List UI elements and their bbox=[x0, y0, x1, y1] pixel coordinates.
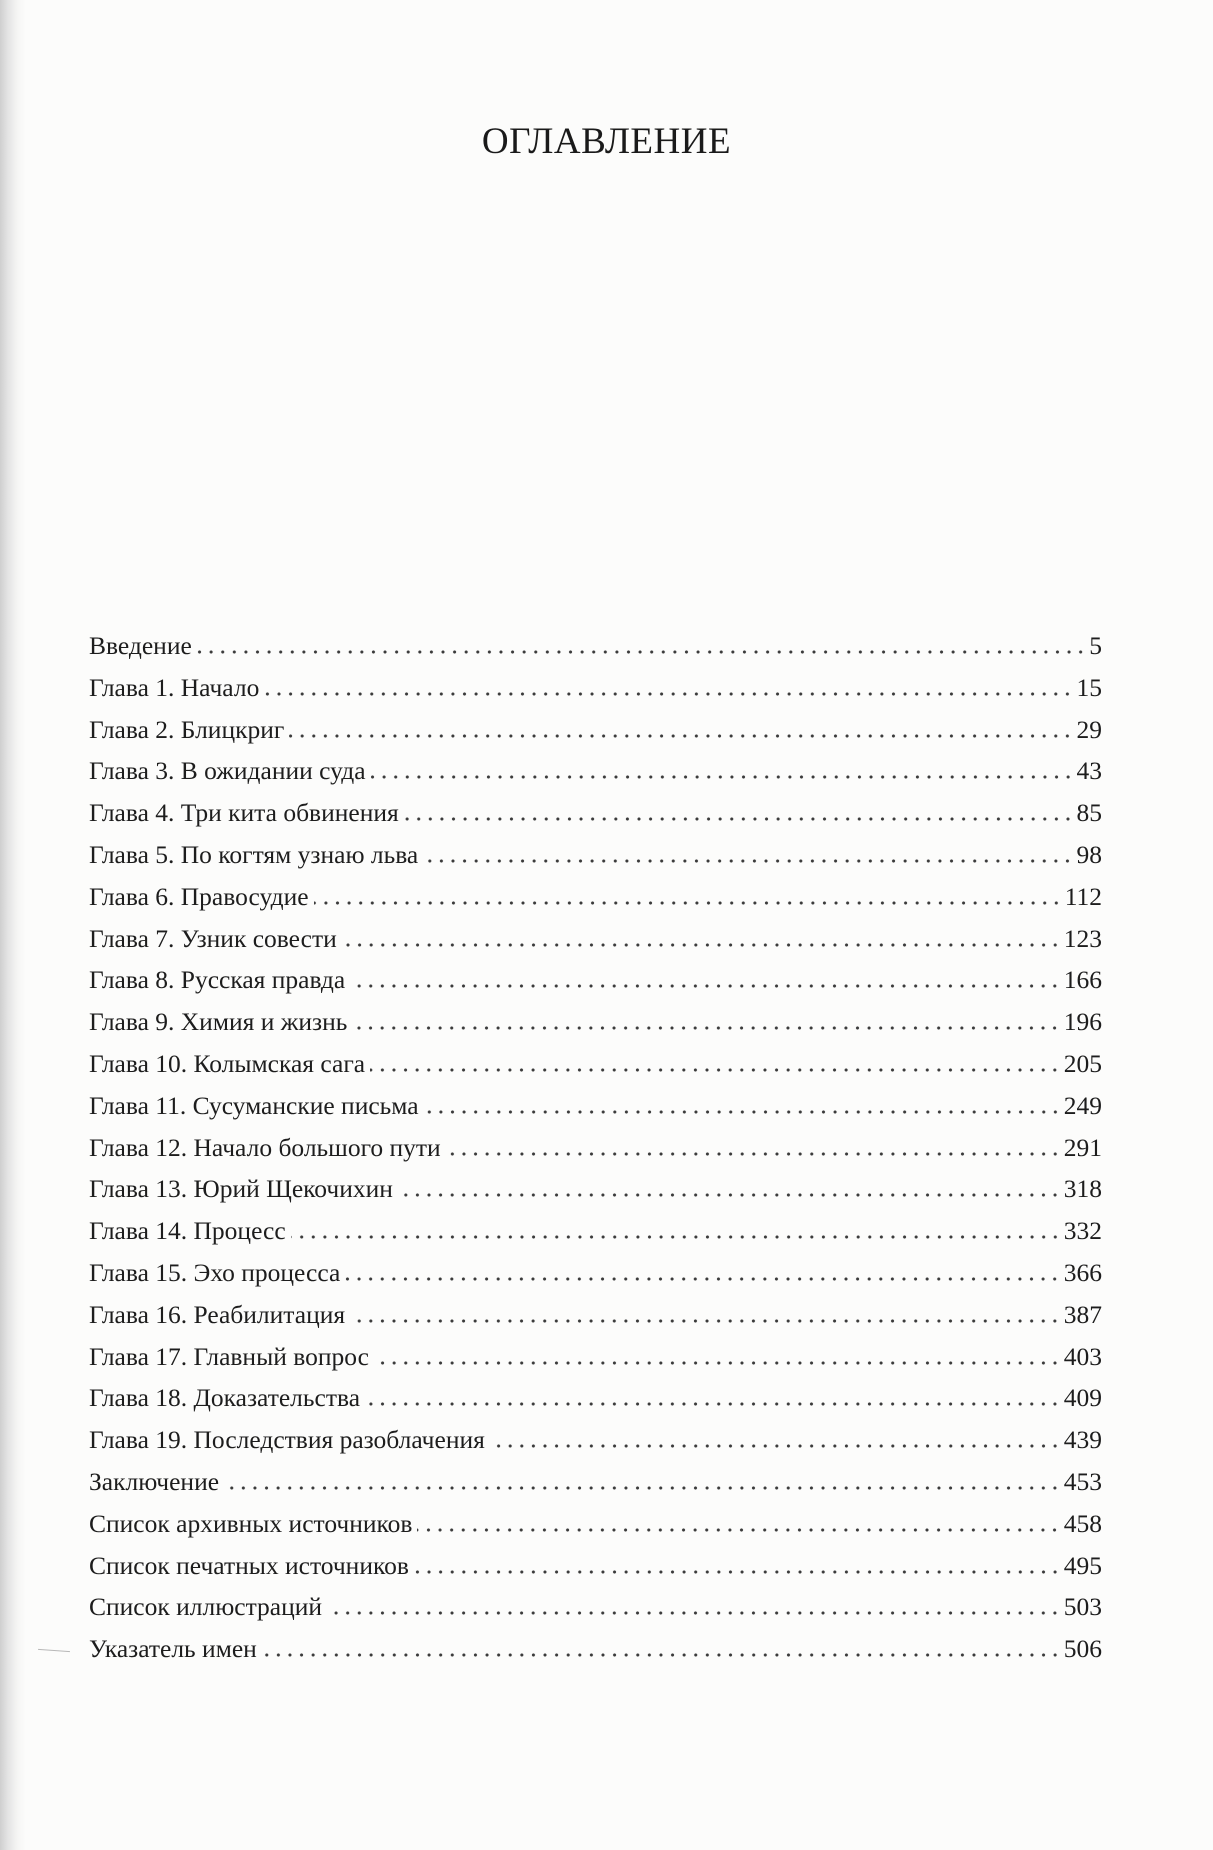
dot-leader bbox=[352, 1026, 1060, 1030]
toc-entry bbox=[89, 1503, 1102, 1545]
toc-entry-page-number: 503 bbox=[1063, 1592, 1102, 1622]
toc-entry-title: Глава 15. Эхо процесса bbox=[89, 1257, 341, 1287]
toc-entry-title: Глава 1. Начало bbox=[89, 672, 260, 702]
toc-entry bbox=[89, 1419, 1102, 1461]
toc-entry-title: Глава 6. Правосудие bbox=[89, 881, 309, 911]
toc-entry bbox=[89, 1586, 1102, 1628]
dot-leader bbox=[365, 1402, 1061, 1406]
toc-entry-title: Глава 19. Последствия разоблачения bbox=[89, 1425, 485, 1455]
toc-entry bbox=[89, 1001, 1102, 1043]
toc-entry-page-number: 439 bbox=[1063, 1425, 1102, 1455]
toc-entry-page-number: 403 bbox=[1063, 1341, 1102, 1371]
toc-entry-title: Глава 3. В ожидании суда bbox=[89, 756, 366, 786]
toc-entry-title: Глава 10. Колымская сага bbox=[89, 1048, 366, 1078]
toc-entry-title: Глава 16. Реабилитация bbox=[89, 1299, 346, 1329]
toc-entry-title: Глава 18. Доказательства bbox=[89, 1383, 361, 1413]
toc-entry bbox=[89, 1294, 1102, 1336]
toc-entry bbox=[89, 792, 1102, 834]
dot-leader bbox=[224, 1486, 1061, 1490]
dot-leader bbox=[327, 1611, 1061, 1615]
dot-leader bbox=[289, 734, 1073, 738]
toc-entry-title: Глава 17. Главный вопрос bbox=[89, 1341, 369, 1371]
toc-entry-page-number: 205 bbox=[1063, 1048, 1102, 1078]
toc-entry bbox=[89, 1127, 1102, 1169]
dot-leader bbox=[490, 1444, 1061, 1448]
toc-entry-title: Глава 9. Химия и жизнь bbox=[89, 1007, 348, 1037]
toc-entry-page-number: 196 bbox=[1063, 1007, 1102, 1037]
toc-entry-page-number: 29 bbox=[1076, 714, 1102, 744]
dot-leader bbox=[398, 1193, 1061, 1197]
toc-entry bbox=[89, 918, 1102, 960]
toc-entry-page-number: 332 bbox=[1063, 1216, 1102, 1246]
toc-entry-title: Глава 4. Три кита обвинения bbox=[89, 798, 399, 828]
dot-leader bbox=[314, 901, 1062, 905]
toc-entry-page-number: 366 bbox=[1063, 1257, 1102, 1287]
toc-entry-page-number: 291 bbox=[1063, 1132, 1102, 1162]
toc-entry-page-number: 85 bbox=[1076, 798, 1102, 828]
toc-entry-title: Список иллюстраций bbox=[89, 1592, 323, 1622]
toc-entry-title: Указатель имен bbox=[89, 1634, 257, 1664]
dot-leader bbox=[423, 859, 1073, 863]
dot-leader bbox=[446, 1152, 1061, 1156]
toc-entry-title: Глава 7. Узник совести bbox=[89, 923, 337, 953]
toc-entry-title: Введение bbox=[89, 631, 192, 660]
toc-entry-title: Глава 11. Сусуманские письма bbox=[89, 1090, 419, 1120]
toc-entry bbox=[89, 625, 1102, 667]
toc-entry-title: Глава 14. Процесс bbox=[89, 1216, 286, 1246]
toc-entry bbox=[89, 1085, 1102, 1127]
toc-entry-page-number: 43 bbox=[1076, 756, 1102, 786]
toc-entry bbox=[89, 750, 1102, 792]
toc-entry-title: Глава 13. Юрий Щекочихин bbox=[89, 1174, 393, 1204]
toc-entry bbox=[89, 1461, 1102, 1503]
dot-leader bbox=[404, 817, 1074, 821]
toc-entry-page-number: 387 bbox=[1063, 1299, 1102, 1329]
toc-entry-page-number: 453 bbox=[1063, 1466, 1102, 1496]
toc-entry-page-number: 409 bbox=[1063, 1383, 1102, 1413]
dot-leader bbox=[350, 984, 1061, 988]
dot-leader bbox=[350, 1319, 1061, 1323]
toc-entry-page-number: 458 bbox=[1063, 1508, 1102, 1538]
toc-entry bbox=[89, 1210, 1102, 1252]
toc-entry bbox=[89, 1043, 1102, 1085]
toc-entry bbox=[89, 834, 1102, 876]
dot-leader bbox=[374, 1361, 1061, 1365]
margin-scan-mark bbox=[38, 1649, 70, 1652]
toc-entry-title: Список печатных источников bbox=[89, 1550, 409, 1580]
toc-entry-page-number: 506 bbox=[1063, 1634, 1102, 1664]
toc-entry bbox=[89, 1168, 1102, 1210]
toc-entry bbox=[89, 1336, 1102, 1378]
dot-leader bbox=[342, 943, 1061, 947]
table-of-contents bbox=[89, 625, 1102, 1670]
dot-leader bbox=[262, 1653, 1061, 1657]
toc-entry bbox=[89, 667, 1102, 709]
toc-entry-page-number: 249 bbox=[1063, 1090, 1102, 1120]
toc-entry-page-number: 5 bbox=[1089, 631, 1102, 660]
toc-entry bbox=[89, 709, 1102, 751]
toc-entry-page-number: 15 bbox=[1076, 672, 1102, 702]
toc-entry-page-number: 123 bbox=[1063, 923, 1102, 953]
dot-leader bbox=[424, 1110, 1061, 1114]
page-title: ОГЛАВЛЕНИЕ bbox=[481, 121, 732, 162]
toc-entry bbox=[89, 1377, 1102, 1419]
toc-entry-page-number: 318 bbox=[1063, 1174, 1102, 1204]
toc-entry-title: Список архивных источников bbox=[89, 1508, 413, 1538]
toc-entry-title: Глава 12. Начало большого пути bbox=[89, 1132, 441, 1162]
dot-leader bbox=[414, 1570, 1061, 1574]
page-binding-edge bbox=[0, 0, 26, 1850]
toc-entry bbox=[89, 1252, 1102, 1294]
toc-entry-title: Глава 5. По когтям узнаю льва bbox=[89, 839, 419, 869]
toc-entry-title: Глава 8. Русская правда bbox=[89, 965, 346, 995]
dot-leader bbox=[345, 1277, 1060, 1281]
toc-entry bbox=[89, 959, 1102, 1001]
toc-entry-page-number: 98 bbox=[1076, 839, 1102, 869]
toc-entry bbox=[89, 1545, 1102, 1587]
dot-leader bbox=[291, 1235, 1061, 1239]
dot-leader bbox=[371, 775, 1074, 779]
dot-leader bbox=[264, 692, 1073, 696]
toc-entry-page-number: 166 bbox=[1063, 965, 1102, 995]
dot-leader bbox=[197, 650, 1086, 654]
toc-entry-title: Глава 2. Блицкриг bbox=[89, 714, 285, 744]
dot-leader bbox=[417, 1528, 1060, 1532]
toc-entry-page-number: 495 bbox=[1063, 1550, 1102, 1580]
toc-entry bbox=[89, 1628, 1102, 1670]
toc-entry-page-number: 112 bbox=[1064, 881, 1102, 911]
dot-leader bbox=[370, 1068, 1061, 1072]
toc-entry bbox=[89, 876, 1102, 918]
toc-entry-title: Заключение bbox=[89, 1466, 220, 1496]
